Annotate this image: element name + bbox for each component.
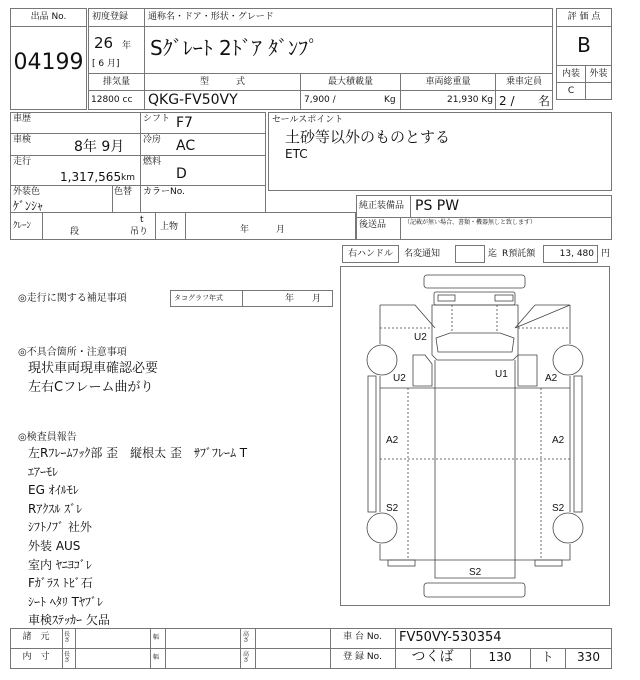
damage-mark: A2 <box>552 435 565 446</box>
chassis-number: FV50VY-530354 <box>399 630 502 645</box>
displacement: 12800 cc <box>91 95 133 105</box>
crane-lift: 吊り <box>130 227 149 237</box>
inspector-item: ｼﾌﾄﾉﾌﾞ 社外 <box>28 520 92 535</box>
inspector-item: ｴｱｰﾓﾚ <box>28 464 59 479</box>
inspector-item: Fｶﾞﾗｽ ﾄﾋﾞ石 <box>28 576 93 591</box>
panel-dividers <box>380 305 570 333</box>
capacity-label: 乗車定員 <box>505 77 542 87</box>
upper-label: 上物 <box>160 222 179 232</box>
reg-area: つくば <box>411 649 454 665</box>
front-bumper <box>424 275 525 288</box>
damage-mark: U2 <box>414 332 427 343</box>
reg-label: 登 録 No. <box>343 652 382 662</box>
reg-number: 330 <box>577 650 600 664</box>
name-change-label: 名変通知 <box>404 249 441 259</box>
inspector-item: 外装 AUS <box>28 539 81 553</box>
max-load: 7,900 / <box>304 95 336 105</box>
lot-label: 出品 No. <box>30 12 67 22</box>
yen-label: 円 <box>601 249 611 259</box>
model: QKG-FV50VY <box>148 92 238 108</box>
mileage-label: 走行 <box>13 157 32 167</box>
inspector-item: 室内 ﾔﾆﾖｺﾞﾚ <box>28 557 92 572</box>
headlight-right <box>495 295 513 301</box>
inspection: 8年 9月 <box>74 139 125 155</box>
inspection-label: 車検 <box>13 135 32 145</box>
lot-number: 04199 <box>13 50 84 75</box>
damage-mark: U1 <box>495 369 508 380</box>
inner-label: 内 寸 <box>22 652 50 662</box>
height-label: 高さ <box>243 651 250 664</box>
chassis-label: 車 台 No. <box>343 632 382 642</box>
shift: F7 <box>176 115 193 131</box>
rear-light-left <box>388 560 415 566</box>
later-note: （記載が無い場合、書類・機器無しと致します） <box>404 219 537 226</box>
vehicle-diagram <box>340 260 610 605</box>
shift-label: シフト <box>143 114 171 124</box>
length-label: 長さ <box>64 651 71 664</box>
exterior-v <box>585 82 612 100</box>
reg-year: 26 <box>94 34 114 52</box>
reg-month: [ 6 月] <box>92 59 120 69</box>
cab-lines <box>380 305 570 328</box>
inspector-title: ◎検査員報告 <box>18 432 77 443</box>
height-label: 高さ <box>243 631 250 644</box>
handle: 右ハンドル <box>347 249 393 259</box>
grade-label: 評 価 点 <box>567 12 601 22</box>
gross-weight: 21,930 Kg <box>447 95 493 105</box>
model-label: 型 式 <box>199 77 245 87</box>
upper-date: 年 月 <box>240 225 286 235</box>
capacity: 2 / <box>499 94 515 108</box>
damage-mark: A2 <box>545 373 558 384</box>
defect-title: ◎不具合箇所・注意事項 <box>18 347 127 358</box>
inspector-item: 左Rﾌﾚｰﾑﾌｯｸ部 歪 縦根太 歪 ｻﾌﾞﾌﾚｰﾑ T <box>28 446 248 460</box>
reg-class: 130 <box>488 650 512 664</box>
wheel-rear-right <box>553 513 583 543</box>
door-left <box>413 355 432 386</box>
spec-label: 諸 元 <box>22 632 50 642</box>
equipment-value: PS PW <box>415 198 460 214</box>
capacity-unit: 名 <box>538 94 551 108</box>
width-label: 幅 <box>153 634 160 641</box>
equipment-label: 純正装備品 <box>359 201 405 211</box>
grid-line <box>10 648 612 649</box>
ac: AC <box>176 138 196 154</box>
exterior-label: 外装 <box>589 69 608 79</box>
door-right <box>518 355 537 386</box>
sales-point-line: ETC <box>285 147 308 161</box>
reg-kana: ト <box>541 650 554 664</box>
crane-stage: 段 <box>70 227 80 237</box>
ac-label: 冷房 <box>143 135 162 145</box>
rear-light-right <box>535 560 562 566</box>
later-label: 後送品 <box>359 220 387 230</box>
vehicle-name: Sｸﾞﾚｰﾄ 2ﾄﾞｱ ﾀﾞﾝﾌﾟ <box>150 36 319 60</box>
crane-label: ｸﾚｰﾝ <box>13 221 32 231</box>
bed-outline <box>380 376 570 560</box>
displacement-label: 排気量 <box>102 77 130 87</box>
grille <box>434 292 515 305</box>
name-label: 通称名・ドア・形状・グレード <box>148 12 274 22</box>
damage-mark: S2 <box>386 503 399 514</box>
damage-mark: S2 <box>552 503 565 514</box>
recycle-amount: 13, 480 <box>559 249 594 259</box>
inspector-item: Rｱｸｽﾙ ｽﾞﾚ <box>28 501 83 516</box>
interior-label: 内装 <box>561 69 580 79</box>
year-unit: 年 <box>122 41 132 51</box>
inspector-item: 車検ｽﾃｯｶｰ 欠品 <box>28 613 110 628</box>
grade-score: B <box>577 33 591 57</box>
wheel-rear-left <box>367 513 397 543</box>
mileage: 1,317,565 <box>60 170 122 184</box>
inspector-item: EG ｵｲﾙﾓﾚ <box>28 483 79 498</box>
sales-point-line: 土砂等以外のものとする <box>285 128 451 146</box>
defect-item: 現状車両現車確認必要 <box>28 361 159 376</box>
headlight-left <box>438 295 455 301</box>
max-load-label: 最大積載量 <box>327 77 373 87</box>
defect-item: 左右Cフレーム曲がり <box>28 380 154 395</box>
driving-notes-title: ◎走行に関する補足事項 <box>18 293 127 304</box>
tacho-date: 年 月 <box>285 294 322 304</box>
bed-dividers <box>380 388 570 560</box>
sales-point-label: セールスポイント <box>272 115 344 125</box>
crane-t: t <box>140 215 144 225</box>
rear-bumper <box>424 583 525 597</box>
tacho-label: タコグラフ年式 <box>174 294 223 302</box>
length-label: 長さ <box>64 631 71 644</box>
wheel-front-left <box>367 345 397 375</box>
history-label: 車歴 <box>13 114 32 124</box>
until-label: 迄 <box>488 249 498 259</box>
color: ｹﾞﾝｼｬ <box>13 199 44 213</box>
first-reg-label: 初度登録 <box>92 12 129 22</box>
bed-inner <box>435 360 515 578</box>
fuel-label: 燃料 <box>143 157 162 167</box>
max-load-unit: Kg <box>384 95 396 105</box>
windshield <box>436 333 514 352</box>
damage-mark: A2 <box>386 435 399 446</box>
front-sides <box>380 305 570 344</box>
side-skirt-right <box>574 376 582 512</box>
color-label: 外装色 <box>13 187 41 197</box>
width-label: 幅 <box>153 654 160 661</box>
wheel-front-right <box>553 345 583 375</box>
recycle-label: R預託額 <box>502 249 536 259</box>
color-change-label: 色替 <box>114 187 133 197</box>
inspector-item: ｼｰﾄ ﾍﾀﾘ Tﾔﾌﾞﾚ <box>28 594 103 609</box>
fuel: D <box>176 166 187 182</box>
mileage-unit: km <box>121 173 135 183</box>
damage-mark: S2 <box>469 567 482 578</box>
damage-mark: U2 <box>393 373 406 384</box>
interior-grade: C <box>567 86 575 96</box>
color-no-label: カラーNo. <box>143 187 185 197</box>
gross-weight-label: 車両総重量 <box>425 77 471 87</box>
side-skirt-left <box>368 376 376 512</box>
